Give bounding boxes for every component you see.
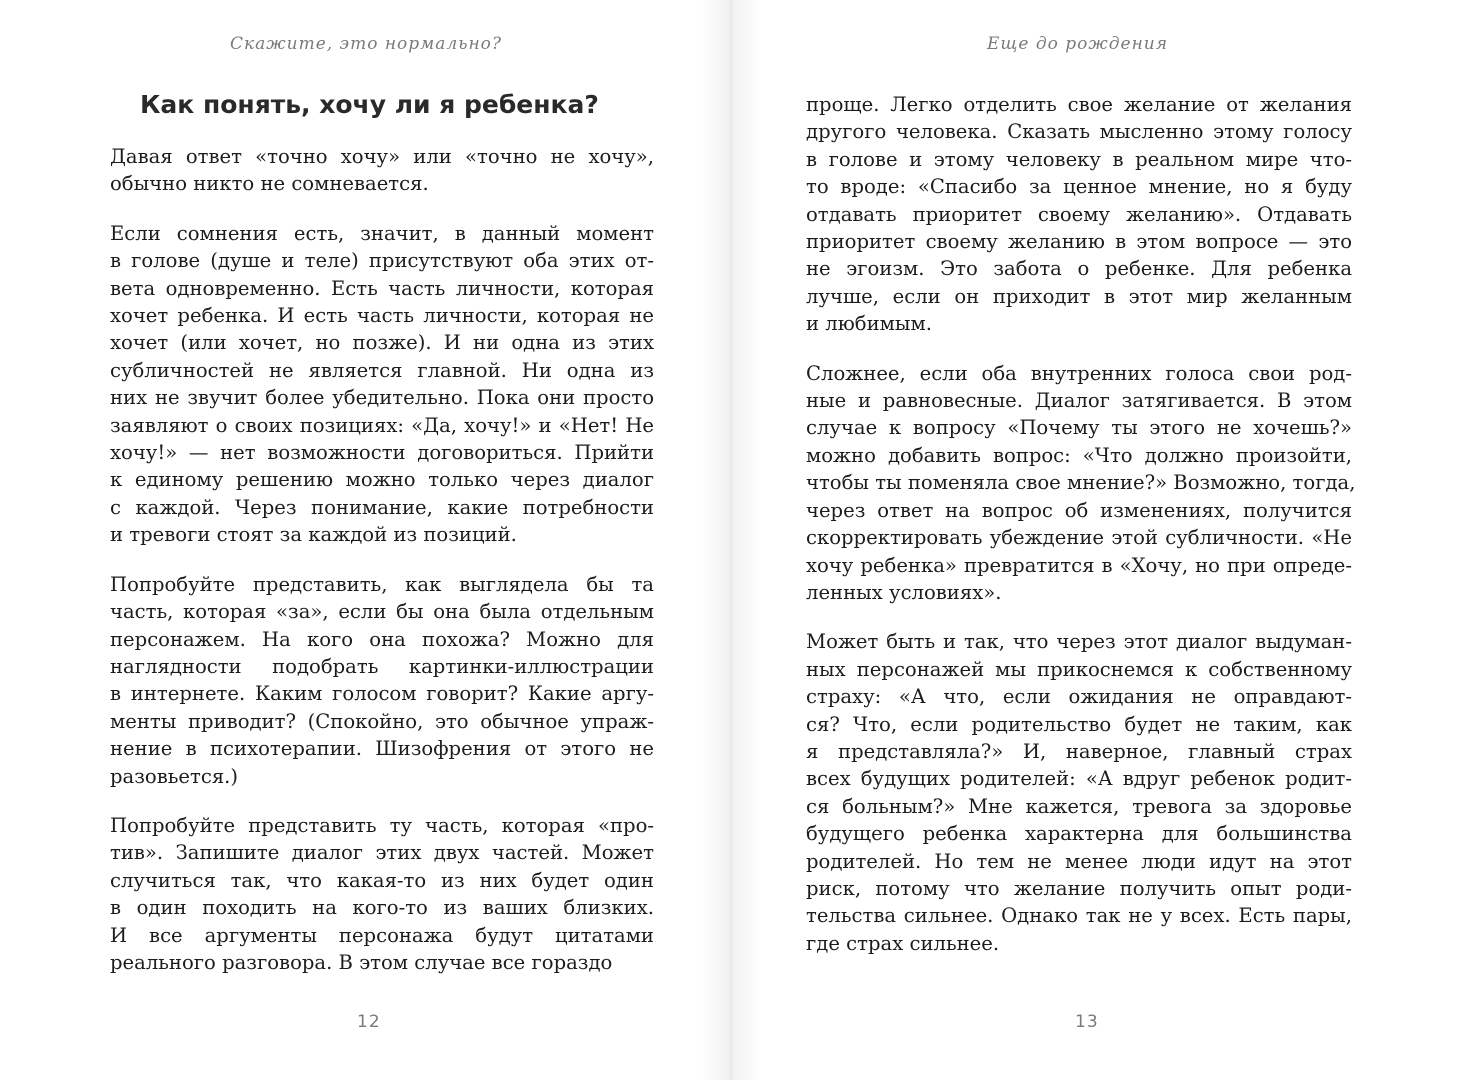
text-line: где страх сильнее. [806, 931, 1000, 955]
text-line: страху: «А что, если ожидания не оправдают- [806, 685, 1352, 709]
text-line: чтобы ты поменяла свое мнение?» Возможно, тогда, [806, 471, 1356, 495]
text-line: родителей. Но тем не менее люди идут на этот [806, 849, 1352, 873]
text-line: них не звучит более убедительно. Пока они просто [110, 386, 654, 410]
text-line: субличностей не является главной. Ни одна из [110, 358, 654, 382]
text-line: случае к вопросу «Почему ты этого не хочешь?» [806, 416, 1352, 440]
text-line: Попробуйте представить ту часть, которая «про- [110, 813, 654, 837]
text-line: то вроде: «Спасибо за ценное мнение, но я буду [806, 175, 1352, 199]
text-line: ные и равновесные. Диалог затягивается. В этом [806, 389, 1352, 413]
text-line: и тревоги стоят за каждой из позиций. [110, 523, 517, 547]
chapter-heading: Как понять, хочу ли я ребенка? [140, 90, 599, 119]
text-line: хочет ребенка. И есть часть личности, которая не [110, 304, 654, 328]
text-line: наглядности подобрать картинки-иллюстрации [110, 654, 654, 678]
text-line: ся? Что, если родительство будет не таким, как [806, 712, 1352, 736]
text-line: ных персонажей мы прикоснемся к собственному [806, 657, 1352, 681]
text-line: в один походить на кого-то из ваших близких. [110, 896, 654, 920]
text-line: часть, которая «за», если бы она была отдельным [110, 600, 654, 624]
text-line: И все аргументы персонажа будут цитатами [110, 923, 654, 947]
text-line: нение в психотерапии. Шизофрения от этого не [110, 737, 654, 761]
text-line: тельства сильнее. Однако так не у всех. Есть пары, [806, 904, 1352, 928]
paragraph [806, 91, 1352, 338]
paragraph [806, 628, 1352, 957]
text-line: не эгоизм. Это забота о ребенке. Для ребенка [806, 257, 1352, 281]
body-text [110, 143, 654, 998]
paragraph [110, 143, 654, 198]
text-line: обычно никто не сомневается. [110, 172, 429, 196]
text-line: другого человека. Сказать мысленно этому голосу [806, 120, 1352, 144]
text-line: случиться так, что какая-то из них будет один [110, 868, 654, 892]
text-line: к единому решению можно только через диалог [110, 468, 654, 492]
text-line: реального разговора. В этом случае все гораздо [110, 950, 613, 974]
text-line: отдавать приоритет своему желанию». Отдавать [806, 202, 1352, 226]
text-line: тив». Запишите диалог этих двух частей. Может [110, 841, 654, 865]
text-line: хочет (или хочет, но позже). И ни одна из этих [110, 331, 654, 355]
paragraph [806, 360, 1356, 607]
text-line: Давая ответ «точно хочу» или «точно не хочу», [110, 145, 654, 168]
paragraph [110, 220, 654, 549]
text-line: можно добавить вопрос: «Что должно произойти, [806, 443, 1352, 467]
page-number: 12 [357, 1012, 381, 1032]
text-line: вета одновременно. Есть часть личности, которая [110, 276, 654, 300]
body-text [806, 91, 1356, 979]
running-head: Скажите, это нормально? [230, 34, 503, 54]
paragraph [110, 571, 654, 790]
page-number: 13 [1075, 1012, 1099, 1032]
text-line: ся больным?» Мне кажется, тревога за здоровье [806, 794, 1352, 818]
text-line: Сложнее, если оба внутренних голоса свои род- [806, 361, 1352, 385]
right-page [731, 0, 1462, 1080]
text-line: в голове и этому человеку в реальном мире что- [806, 147, 1352, 171]
text-line: разовьется.) [110, 764, 239, 788]
text-line: Если сомнения есть, значит, в данный момент [110, 221, 654, 245]
text-line: я представляла?» И, наверное, главный страх [806, 739, 1352, 763]
text-line: с каждой. Через понимание, какие потребности [110, 495, 654, 519]
text-line: хочу ребенка» превратится в «Хочу, но при опреде- [806, 553, 1352, 577]
text-line: менты приводит? (Спокойно, это обычное упраж- [110, 709, 654, 733]
text-line: ленных условиях». [806, 580, 1002, 604]
text-line: Может быть и так, что через этот диалог выдуман- [806, 630, 1352, 654]
text-line: хочу!» — нет возможности договориться. Прийти [110, 441, 654, 465]
text-line: в голове (душе и теле) присутствуют оба этих от- [110, 249, 654, 273]
text-line: будущего ребенка характерна для большинства [806, 822, 1352, 846]
text-line: персонажем. На кого она похожа? Можно для [110, 627, 654, 651]
text-line: в интернете. Каким голосом говорит? Какие аргу- [110, 682, 654, 706]
running-head: Еще до рождения [987, 34, 1168, 54]
text-line: всех будущих родителей: «А вдруг ребенок родит- [806, 767, 1352, 791]
paragraph [110, 812, 654, 976]
text-line: и любимым. [806, 312, 932, 336]
text-line: риск, потому что желание получить опыт роди- [806, 876, 1352, 900]
text-line: лучше, если он приходит в этот мир желанным [806, 284, 1352, 308]
text-line: проще. Легко отделить свое желание от желания [806, 93, 1352, 116]
text-line: заявляют о своих позициях: «Да, хочу!» и «Нет! Не [110, 413, 654, 437]
text-line: через ответ на вопрос об изменениях, получится [806, 498, 1352, 522]
text-line: скорректировать убеждение этой субличности. «Не [806, 526, 1352, 550]
text-line: приоритет своему желанию в этом вопросе — это [806, 230, 1352, 254]
text-line: Попробуйте представить, как выглядела бы та [110, 572, 654, 596]
